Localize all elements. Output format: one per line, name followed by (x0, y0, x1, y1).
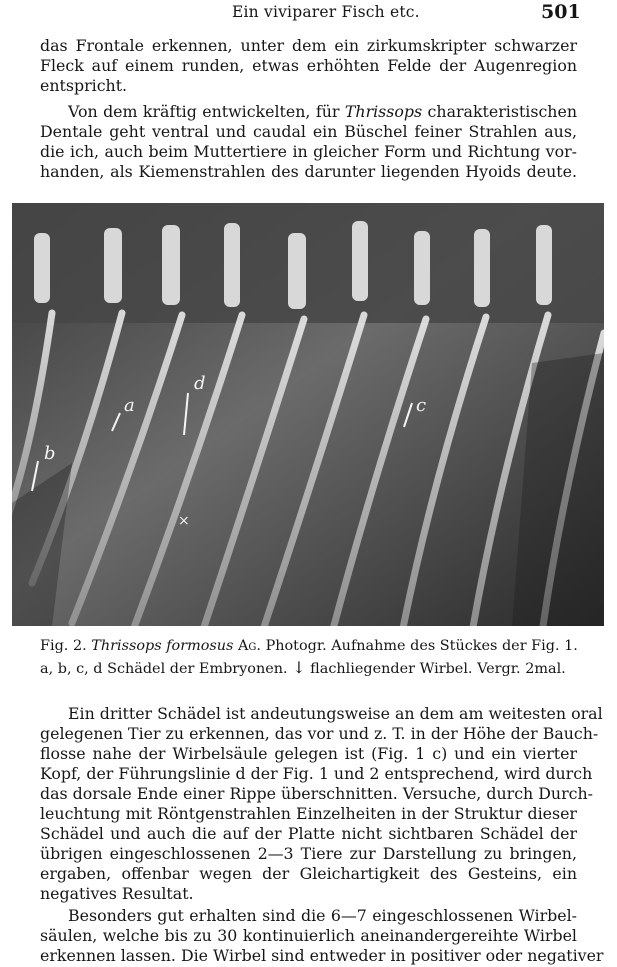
caption-species: Thrissops formosus (91, 638, 234, 654)
text-line: leuchtung mit Röntgenstrahlen Einzelheiten in der Struktur dieser (40, 804, 577, 823)
label-d: d (194, 373, 206, 394)
label-c: c (416, 395, 427, 416)
vertebrae (34, 221, 552, 309)
caption-text: flachliegender Wirbel. Vergr. 2mal. (310, 661, 566, 677)
vertebra (474, 229, 490, 307)
caption-author: Ag. (238, 638, 261, 654)
text-line: Ein dritter Schädel ist andeutungsweise an dem am weitesten oral (68, 704, 603, 723)
text-line: Fleck auf einem runden, etwas erhöhten Felde der Augenregion (40, 56, 577, 75)
vertebra (414, 231, 430, 305)
vertebra (536, 225, 552, 305)
text-line: säulen, welche bis zu 30 kontinuierlich aneinandergereihte Wirbel (40, 926, 577, 945)
paragraph-4 (40, 906, 604, 966)
caption-text: Photogr. Aufnahme des Stückes der Fig. 1. (265, 638, 578, 654)
running-title: Ein viviparer Fisch etc. (232, 3, 420, 21)
caption-line-1 (40, 636, 589, 657)
figure-caption (40, 636, 589, 680)
vertebra (104, 228, 122, 303)
text-line: Schädel und auch die auf der Platte nicht sichtbaren Schädel der (40, 824, 577, 843)
text-line: übrigen eingeschlossenen 2—3 Tiere zur Darstellung zu bringen, (40, 844, 577, 863)
text-line: Kopf, der Führungslinie d der Fig. 1 und 2 entsprechend, wird durch (40, 764, 593, 783)
label-x: × (178, 513, 190, 529)
text-line: gelegenen Tier zu erkennen, das vor und z. T. in der Höhe der Bauch- (40, 724, 599, 743)
down-arrow-icon: ↓ (292, 658, 306, 677)
paragraph-3 (40, 704, 603, 904)
text-line: handen, als Kiemenstrahlen des darunter liegenden Hyoids deute. (40, 162, 577, 181)
text-line: das Frontale erkennen, unter dem ein zirkumskripter schwarzer (40, 36, 577, 55)
text-line: entspricht. (40, 76, 128, 95)
text-line: das dorsale Ende einer Rippe überschnitten. Versuche, durch Durch- (40, 784, 593, 803)
paragraph-2 (40, 102, 577, 182)
label-b: b (44, 443, 56, 464)
text-line: Von dem kräftig entwickelten, für Thrissops charakteristischen (68, 102, 577, 121)
text-line: Besonders gut erhalten sind die 6—7 eingeschlossenen Wirbel- (68, 906, 577, 925)
text-line: die ich, auch beim Muttertiere in gleicher Form und Richtung vor- (40, 142, 577, 161)
text-line: flosse nahe der Wirbelsäule gelegen ist (Fig. 1 c) und ein vierter (40, 744, 577, 763)
vertebral-column-band (12, 203, 604, 323)
caption-line-2 (40, 657, 589, 680)
text-line: erkennen lassen. Die Wirbel sind entweder in positiver oder negativer (40, 946, 604, 965)
vertebra (34, 233, 50, 303)
vertebra (162, 225, 180, 305)
vertebra (224, 223, 240, 307)
paragraph-1 (40, 36, 577, 96)
page-header (0, 0, 617, 28)
fossil-photograph-svg (12, 203, 604, 626)
vertebra (352, 221, 368, 301)
vertebra (288, 233, 306, 309)
page-number: 501 (541, 1, 581, 23)
label-a: a (124, 395, 135, 416)
text-line: negatives Resultat. (40, 884, 194, 903)
caption-text: a, b, c, d Schädel der Embryonen. (40, 661, 288, 677)
text-line: ergaben, offenbar wegen der Gleichartigkeit des Gesteins, ein (40, 864, 577, 883)
caption-figure-number: Fig. 2. (40, 638, 87, 654)
text-line: Dentale geht ventral und caudal ein Büschel feiner Strahlen aus, (40, 122, 577, 141)
genus-name: Thrissops (344, 102, 423, 121)
fossil-photograph (12, 203, 604, 626)
